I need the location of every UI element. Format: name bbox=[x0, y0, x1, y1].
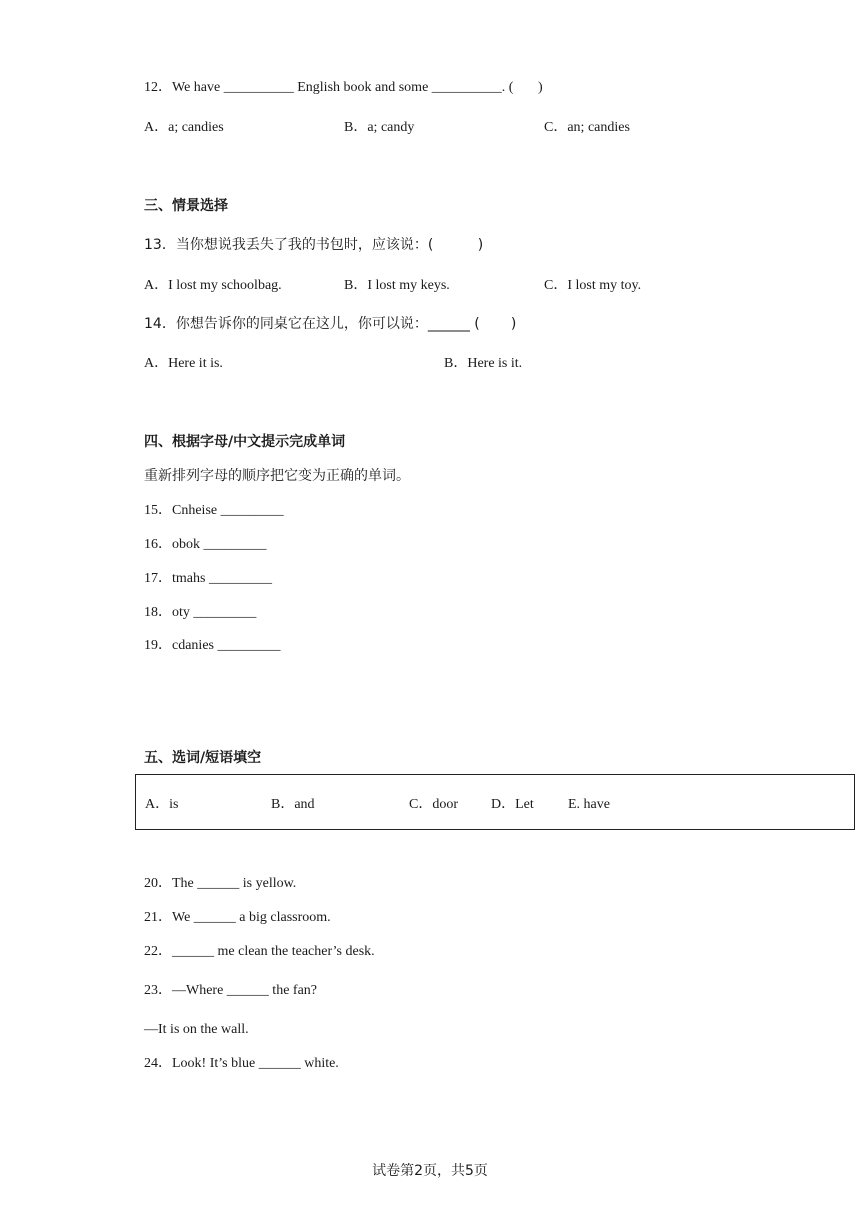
word-bank-box bbox=[135, 774, 855, 830]
question-12-stem: 12．We have __________ English book and some __________. ( ) bbox=[144, 80, 543, 95]
word-bank-item-a: A．is bbox=[145, 797, 179, 812]
section-5-title: 五、选词/短语填空 bbox=[144, 750, 262, 766]
question-20: 20．The ______ is yellow. bbox=[144, 876, 297, 891]
question-14-option-a: A．Here it is. bbox=[144, 356, 223, 371]
word-bank-item-d: D．Let bbox=[491, 797, 534, 812]
question-21: 21．We ______ a big classroom. bbox=[144, 910, 331, 925]
question-23-answer: —It is on the wall. bbox=[144, 1022, 249, 1037]
question-24: 24．Look! It’s blue ______ white. bbox=[144, 1056, 339, 1071]
question-18: 18．oty _________ bbox=[144, 605, 257, 620]
word-bank-item-c: C．door bbox=[409, 797, 458, 812]
question-16: 16．obok _________ bbox=[144, 537, 267, 552]
section-4-instruction: 重新排列字母的顺序把它变为正确的单词。 bbox=[144, 468, 410, 484]
question-13-option-c: C．I lost my toy. bbox=[544, 278, 642, 293]
question-14-stem: 14．你想告诉你的同桌它在这儿，你可以说：______ ( ) bbox=[144, 316, 517, 332]
section-3-title: 三、情景选择 bbox=[144, 198, 228, 214]
question-17: 17．tmahs _________ bbox=[144, 571, 272, 586]
question-13-option-a: A．I lost my schoolbag. bbox=[144, 278, 282, 293]
question-23: 23．—Where ______ the fan? bbox=[144, 983, 317, 998]
question-15: 15．Cnheise _________ bbox=[144, 503, 284, 518]
page-footer: 试卷第2页，共5页 bbox=[372, 1163, 488, 1179]
word-bank-item-e: E. have bbox=[568, 797, 610, 812]
question-12-option-a: A．a; candies bbox=[144, 120, 224, 135]
question-13-option-b: B．I lost my keys. bbox=[344, 278, 450, 293]
question-22: 22．______ me clean the teacher’s desk. bbox=[144, 944, 375, 959]
word-bank-item-b: B．and bbox=[271, 797, 315, 812]
question-12-option-c: C．an; candies bbox=[544, 120, 630, 135]
question-12-option-b: B．a; candy bbox=[344, 120, 415, 135]
question-19: 19．cdanies _________ bbox=[144, 638, 281, 653]
section-4-title: 四、根据字母/中文提示完成单词 bbox=[144, 434, 346, 450]
question-13-stem: 13．当你想说我丢失了我的书包时，应该说：( ) bbox=[144, 237, 484, 253]
question-14-option-b: B．Here is it. bbox=[444, 356, 523, 371]
